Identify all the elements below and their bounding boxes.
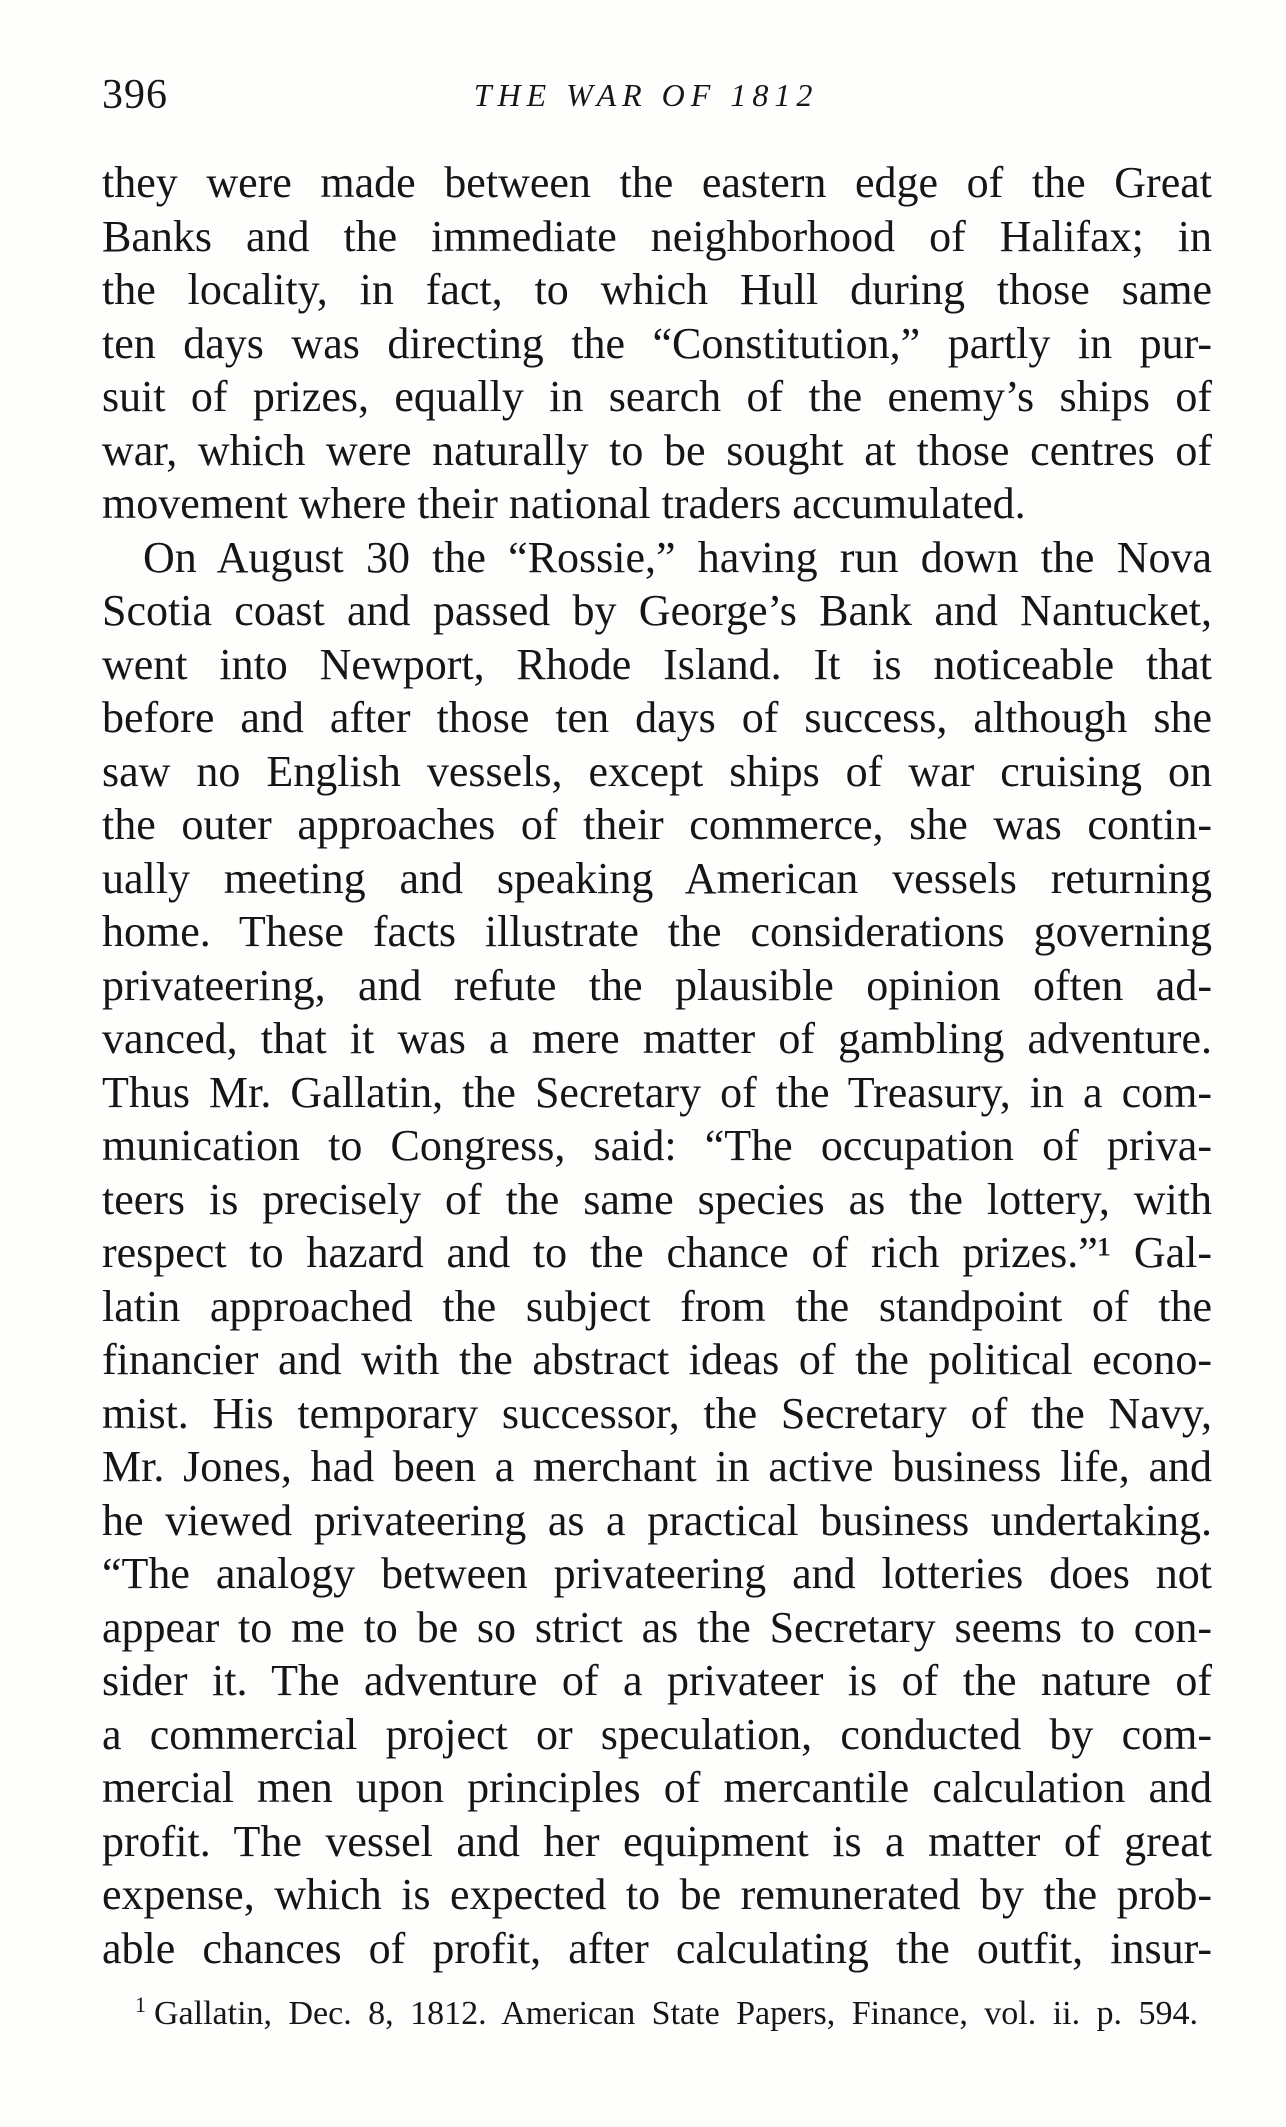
text-line: profit. The vessel and her equipment is a matter of great — [102, 1816, 1212, 1866]
running-title: THE WAR OF 1812 — [473, 77, 819, 113]
body-text — [102, 156, 1212, 1975]
text-line: suit of prizes, equally in search of the enemy’s ships of — [102, 372, 1212, 421]
text-line: respect to hazard and to the chance of rich prizes.”¹ Gal- — [102, 1228, 1212, 1277]
text-line: mist. His temporary successor, the Secretary of the Navy, — [102, 1388, 1212, 1438]
text-line: sider it. The adventure of a privateer is of the nature of — [102, 1656, 1212, 1705]
text-line: financier and with the abstract ideas of the political econo- — [102, 1335, 1212, 1384]
text-line: Thus Mr. Gallatin, the Secretary of the Treasury, in a com- — [102, 1067, 1212, 1117]
text-line: teers is precisely of the same species as the lottery, with — [102, 1174, 1212, 1224]
text-line: the outer approaches of their commerce, she was contin- — [102, 800, 1212, 849]
text-line: Mr. Jones, had been a merchant in active business life, and — [102, 1442, 1212, 1491]
text-line: privateering, and refute the plausible opinion often ad- — [102, 960, 1212, 1010]
text-line: able chances of profit, after calculating the outfit, insur- — [102, 1923, 1212, 1973]
text-line: movement where their national traders accumulated. — [102, 479, 1026, 528]
footnote-marker: 1 — [135, 1992, 146, 2017]
text-line: Scotia coast and passed by George’s Bank and Nantucket, — [102, 586, 1212, 635]
text-line: vanced, that it was a mere matter of gambling adventure. — [102, 1014, 1212, 1063]
text-line: mercial men upon principles of mercantile calculation and — [102, 1763, 1212, 1812]
paragraph — [102, 531, 1212, 1976]
text-line: war, which were naturally to be sought at those centres of — [102, 425, 1212, 475]
text-line: munication to Congress, said: “The occupation of priva- — [102, 1121, 1212, 1170]
text-line: Banks and the immediate neighborhood of Halifax; in — [102, 211, 1212, 261]
footnote-text: Gallatin, Dec. 8, 1812. American State Papers, Finance, vol. ii. p. 594. — [154, 1995, 1198, 2032]
text-line: went into Newport, Rhode Island. It is noticeable that — [102, 639, 1212, 689]
text-line: the locality, in fact, to which Hull during those same — [102, 265, 1212, 314]
text-line: before and after those ten days of success, although she — [102, 693, 1212, 742]
text-line: latin approached the subject from the standpoint of the — [102, 1281, 1212, 1331]
text-line: “The analogy between privateering and lotteries does not — [102, 1549, 1212, 1598]
text-line: On August 30 the “Rossie,” having run down the Nova — [143, 532, 1212, 582]
text-line: they were made between the eastern edge of the Great — [102, 158, 1212, 207]
text-line: expense, which is expected to be remunerated by the prob- — [102, 1870, 1212, 1919]
text-line: appear to me to be so strict as the Secretary seems to con- — [102, 1602, 1212, 1652]
text-line: home. These facts illustrate the considerations governing — [102, 907, 1212, 956]
page-header — [102, 68, 1212, 122]
text-line: ually meeting and speaking American vessels returning — [102, 853, 1212, 903]
page-number: 396 — [102, 72, 168, 118]
footnote — [135, 1991, 1198, 2037]
text-line: ten days was directing the “Constitution,” partly in pur- — [102, 318, 1212, 368]
text-line: a commercial project or speculation, conducted by com- — [102, 1709, 1212, 1759]
text-line: saw no English vessels, except ships of war cruising on — [102, 746, 1212, 796]
text-line: he viewed privateering as a practical business undertaking. — [102, 1495, 1212, 1545]
paragraph — [102, 156, 1212, 531]
